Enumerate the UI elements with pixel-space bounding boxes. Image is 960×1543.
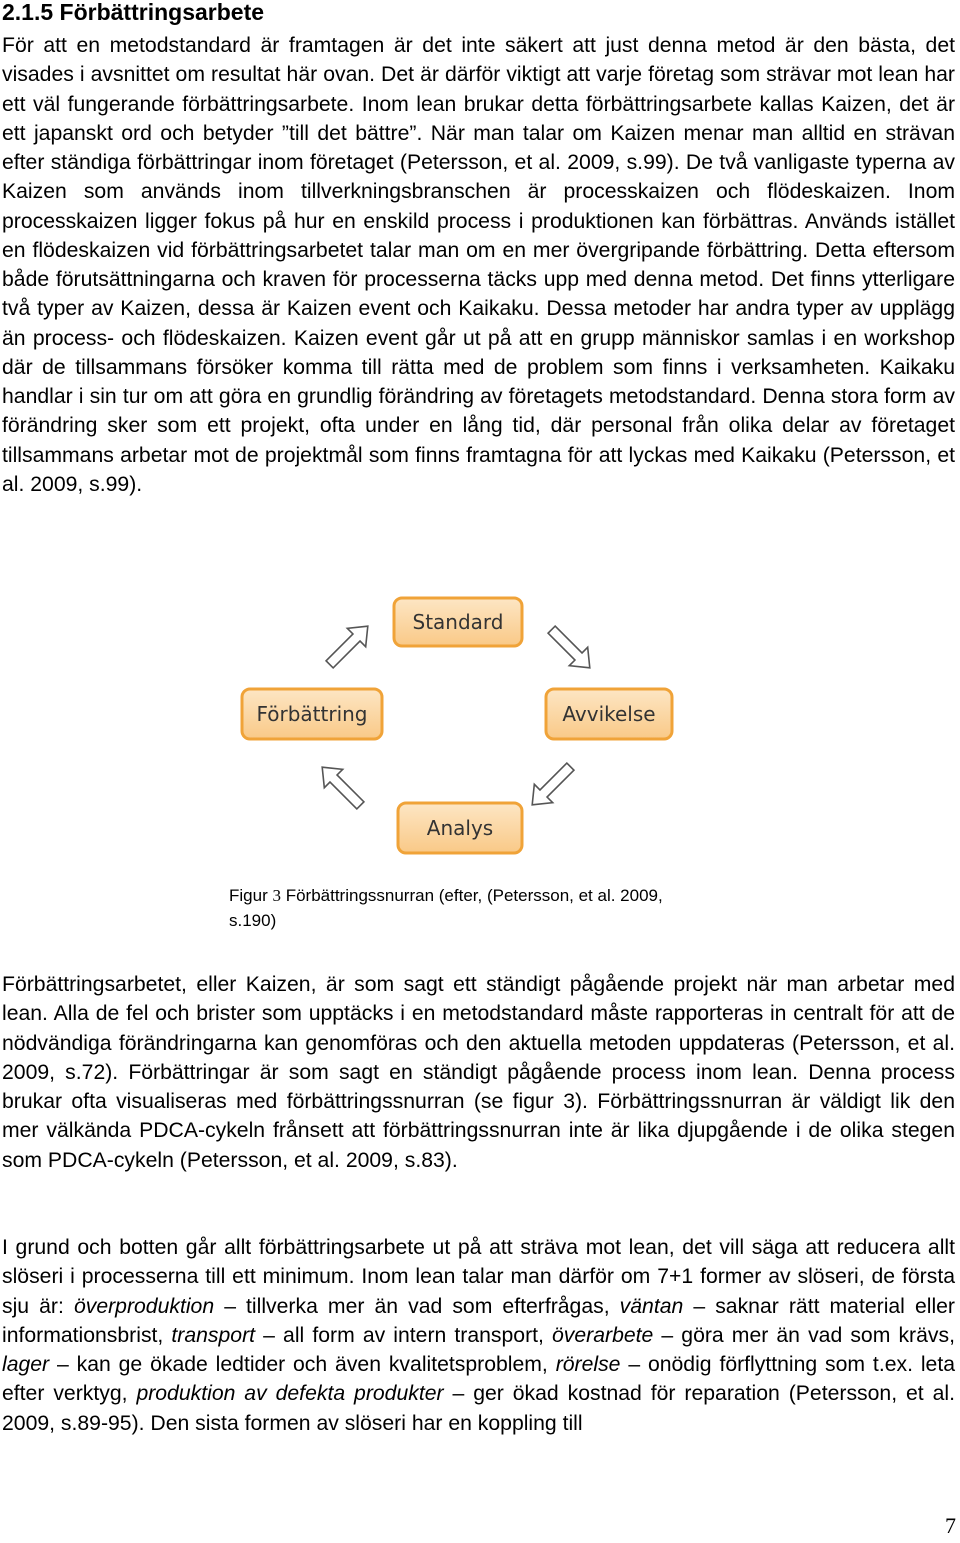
page-number: 7 xyxy=(945,1513,956,1538)
section-heading: 2.1.5 Förbättringsarbete xyxy=(2,0,265,25)
arrow-avvikelse-to-analys-icon xyxy=(523,757,580,814)
box-analys xyxy=(398,803,522,853)
forbattringssnurran-diagram xyxy=(230,592,680,872)
waste-text-1: I grund och botten går allt förbättringsarbete ut på att sträva mot lean, det vill säga att reducera allt slöseri i processerna till ett minimum. Inom lean talar man därför om 7+1 former av slöseri, de första sju är: xyxy=(2,1236,955,1318)
paragraph-kaizen-ongoing: Förbättringsarbetet, eller Kaizen, är som sagt ett ständigt pågående projekt när man arbetar med lean. Alla de fel och brister som upptäcks i en metodstandard måste rapporteras in centralt för att de nödvändiga förändringarna kan genomföras och den aktuella metoden uppdateras (Petersson, et al. 2009, s.72). Förbättringar är som sagt en ständigt pågående process inom lean. Denna process brukar ofta visualiseras med förbättringssnurran (se figur 3). Förbättringssnurran är väldigt lik den mer välkända PDCA-cykeln frånsett att förbättringssnurran inte är lika djupgående i de olika stegen som PDCA-cykeln (Petersson, et al. 2009, s.83). xyxy=(2,973,955,1172)
waste-text-5: – göra mer än vad som krävs, xyxy=(653,1323,955,1347)
waste-text-7: – onödig förflyttning som t.ex. leta efter verktyg, xyxy=(2,1353,955,1406)
waste-term-transport: transport xyxy=(171,1323,256,1347)
figure-caption xyxy=(229,883,689,933)
waste-text-8: – ger ökad kostnad för reparation (Petersson, et al. 2009, s.89-95). Den sista formen av slöseri har en koppling till xyxy=(2,1382,955,1435)
arrow-forbattring-to-standard-icon xyxy=(320,617,377,674)
paragraph-kaizen-intro: För att en metodstandard är framtagen är det inte säkert att just denna metod är den bästa, det visades i avsnittet om resultat här ovan. Det är därför viktigt att varje företag som strävar mot lean har ett väl fungerande förbättringsarbete. Inom lean brukar detta förbättringsarbete kallas Kaizen, det är ett japanskt ord och betyder ”till det bättre”. När man talar om Kaizen menar man alltid en strävan efter ständiga förbättringar inom företaget (Petersson, et al. 2009, s.99). De två vanligaste typerna av Kaizen som används inom tillverkningsbranschen är processkaizen och flödeskaizen. Inom processkaizen ligger fokus på hur en enskild process i produktionen kan förbättras. Används istället en flödeskaizen vid förbättringsarbetet talar man om en mer övergripande förbättring. Detta eftersom både förutsättningarna och kraven för processerna täcks upp med denna metod. Det finns ytterligare två typer av Kaizen, dessa är Kaizen event och Kaikaku. Dessa metoder har andra typer av upplägg än process- och flödeskaizen. Kaizen event går ut på att en grupp människor samlas i en workshop där de tillsammans försöker komma till rätta med de problem som finns i verksamheten. Kaikaku handlar i sin tur om att göra en grundlig förändring av företagets metodstandard. Denna stora form av förändring sker som ett projekt, ofta under en lång tid, där personal från olika delar av företaget tillsammans arbetar mot de projektmål som finns framtagna för att lyckas med Kaikaku (Petersson, et al. 2009, s.99). xyxy=(2,34,955,496)
waste-term-overarbete: överarbete xyxy=(552,1323,654,1347)
caption-prefix: Figur xyxy=(229,886,273,905)
arrow-analys-to-forbattring-icon xyxy=(313,758,370,815)
waste-term-lager: lager xyxy=(2,1353,50,1376)
box-forbattring-label: Förbättring xyxy=(256,702,368,726)
caption-text: Förbättringssnurran (efter, (Petersson, et al. 2009, s.190) xyxy=(229,886,663,930)
box-forbattring xyxy=(242,689,382,739)
paragraph-waste-types xyxy=(2,1233,955,1438)
box-standard-label: Standard xyxy=(412,610,504,634)
waste-term-overproduktion: överproduktion xyxy=(73,1294,215,1318)
waste-text-2: – tillverka mer än vad som efterfrågas, xyxy=(214,1294,620,1318)
waste-term-defekta-produkter: produktion av defekta produkter xyxy=(136,1382,444,1406)
box-avvikelse xyxy=(546,689,672,739)
arrow-standard-to-avvikelse-icon xyxy=(542,620,599,677)
waste-term-rorelse: rörelse xyxy=(555,1353,621,1376)
box-standard xyxy=(394,598,522,646)
waste-text-3: – saknar rätt material eller informationsbrist, xyxy=(2,1294,955,1347)
waste-text-6: – kan ge ökade ledtider och även kvalitetsproblem, xyxy=(49,1353,556,1376)
waste-text-4: – all form av intern transport, xyxy=(255,1323,553,1347)
waste-term-vantan: väntan xyxy=(619,1294,684,1318)
box-avvikelse-label: Avvikelse xyxy=(562,702,656,726)
box-analys-label: Analys xyxy=(426,816,494,840)
caption-figure-number: 3 xyxy=(272,886,281,905)
